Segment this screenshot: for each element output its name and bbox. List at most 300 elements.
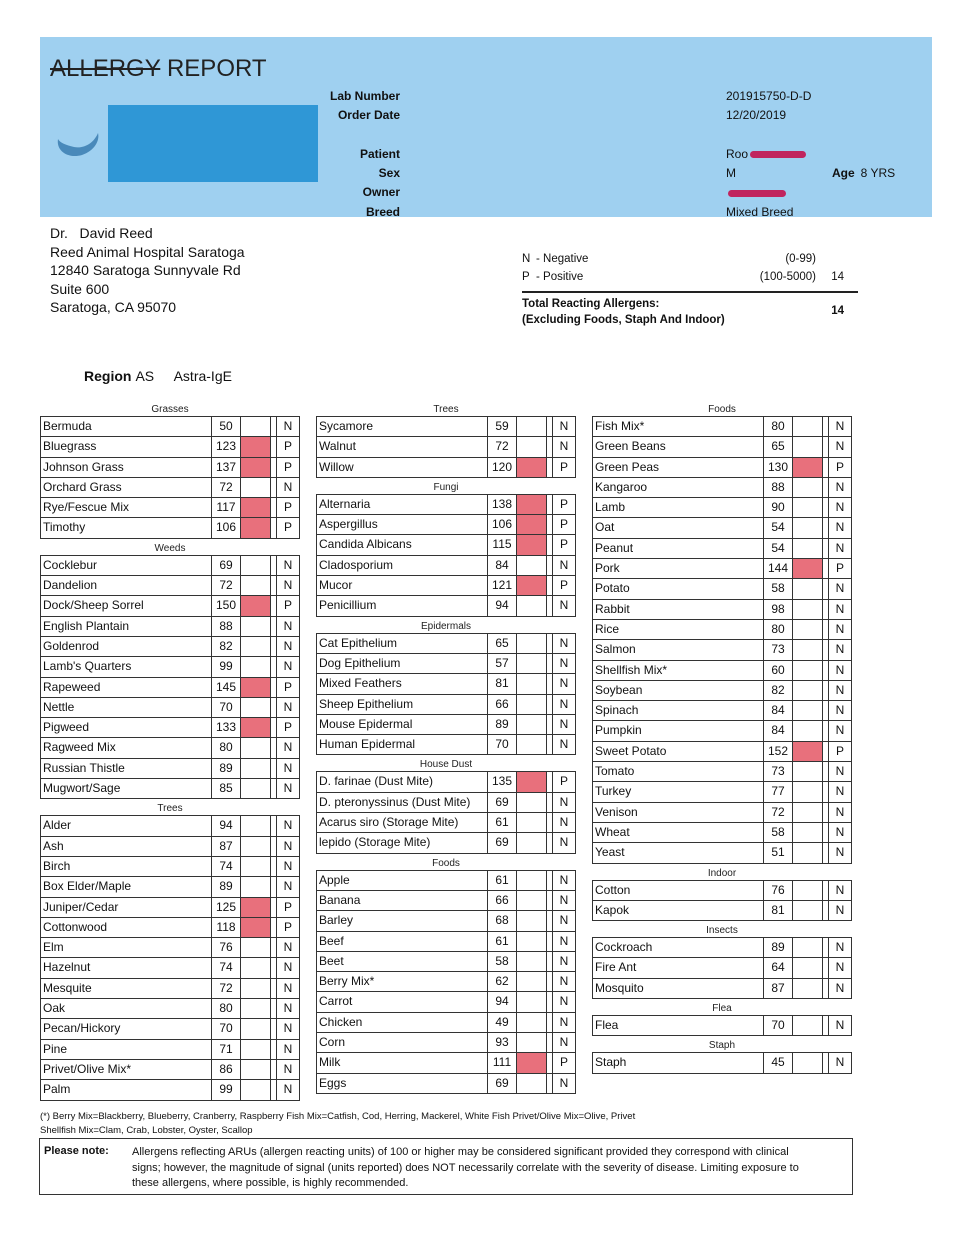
allergen-row	[593, 1016, 851, 1035]
allergen-result: N	[283, 557, 293, 572]
allergen-result: P	[835, 561, 844, 576]
allergen-result: N	[835, 1018, 845, 1033]
positive-flag	[793, 721, 823, 740]
positive-flag	[241, 657, 271, 676]
allergen-row	[41, 478, 299, 498]
allergen-result: N	[559, 1075, 569, 1090]
section-title: Weeds	[154, 542, 186, 554]
allergen-result: N	[559, 815, 569, 830]
allergen-value: 70	[212, 698, 241, 717]
positive-flag	[793, 762, 823, 781]
allergen-value: 72	[212, 576, 241, 595]
allergen-value: 125	[212, 898, 241, 917]
allergen-result: N	[559, 974, 569, 989]
allergen-result: N	[559, 635, 569, 650]
allergen-row	[41, 979, 299, 999]
positive-flag	[793, 823, 823, 842]
allergen-result: N	[559, 794, 569, 809]
section-title: Indoor	[707, 867, 737, 879]
positive-flag	[241, 718, 271, 737]
patient-name: Roo	[726, 145, 806, 164]
allergen-row	[41, 678, 299, 698]
section-title: Foods	[432, 857, 460, 869]
allergen-value: 133	[212, 718, 241, 737]
allergen-value: 69	[212, 556, 241, 575]
allergen-value: 86	[212, 1060, 241, 1079]
allergen-result: P	[559, 774, 568, 789]
allergen-name: Pecan/Hickory	[41, 1019, 212, 1038]
allergen-row	[317, 772, 575, 792]
allergen-name: Apple	[317, 871, 488, 890]
positive-flag	[517, 952, 547, 971]
allergen-value: 145	[212, 678, 241, 697]
allergen-value: 65	[488, 634, 517, 653]
positive-flag	[517, 833, 547, 852]
allergen-name: Milk	[317, 1053, 488, 1072]
allergen-result: N	[835, 581, 845, 596]
allergen-name: Ragweed Mix	[41, 738, 212, 757]
positive-flag	[517, 654, 547, 673]
allergen-result: P	[283, 720, 292, 735]
allergen-row	[317, 1033, 575, 1053]
allergen-name: Palm	[41, 1080, 212, 1099]
allergen-name: Oat	[593, 518, 764, 537]
positive-flag	[241, 898, 271, 917]
positive-flag	[517, 674, 547, 693]
allergen-name: Pork	[593, 559, 764, 578]
positive-flag	[241, 1080, 271, 1099]
allergen-result: N	[835, 500, 845, 515]
allergen-result: N	[283, 479, 293, 494]
allergen-name: Corn	[317, 1033, 488, 1052]
allergen-name: Kapok	[593, 901, 764, 920]
positive-flag	[241, 738, 271, 757]
allergen-row	[593, 681, 851, 701]
allergen-row	[41, 518, 299, 537]
positive-flag	[793, 620, 823, 639]
allergen-name: Elm	[41, 938, 212, 957]
allergen-value: 106	[488, 515, 517, 534]
allergen-row	[317, 735, 575, 754]
section-title: Grasses	[151, 404, 189, 415]
allergen-table	[316, 771, 576, 853]
allergen-row	[593, 1053, 851, 1072]
allergen-row	[317, 515, 575, 535]
total-reacting: Total Reacting Allergens: (Excluding Foods, Staph And Indoor) 14	[522, 298, 844, 326]
positive-flag	[793, 979, 823, 998]
allergen-row	[593, 901, 851, 920]
positive-flag	[241, 556, 271, 575]
allergen-result: N	[283, 699, 293, 714]
allergen-value: 93	[488, 1033, 517, 1052]
positive-flag	[241, 999, 271, 1018]
allergen-name: Lamb	[593, 498, 764, 517]
allergen-value: 137	[212, 458, 241, 477]
positive-flag	[241, 698, 271, 717]
allergen-row	[593, 938, 851, 958]
allergen-value: 84	[764, 701, 793, 720]
allergen-name: Cockroach	[593, 938, 764, 957]
allergen-name: Kangaroo	[593, 478, 764, 497]
positive-flag	[517, 932, 547, 951]
allergen-result: P	[835, 743, 844, 758]
allergen-value: 106	[212, 518, 241, 537]
allergen-row	[41, 857, 299, 877]
allergen-result: N	[559, 835, 569, 850]
positive-flag	[517, 1033, 547, 1052]
allergen-row	[317, 437, 575, 457]
positive-flag	[517, 813, 547, 832]
allergen-result: N	[283, 1001, 293, 1016]
positive-flag	[241, 1019, 271, 1038]
allergen-row	[317, 972, 575, 992]
allergen-name: Box Elder/Maple	[41, 877, 212, 896]
allergen-row	[593, 417, 851, 437]
positive-flag	[517, 556, 547, 575]
allergen-row	[41, 1040, 299, 1060]
allergen-result: N	[835, 764, 845, 779]
allergen-value: 82	[212, 637, 241, 656]
allergen-name: Fish Mix*	[593, 417, 764, 436]
allergen-value: 111	[488, 1053, 517, 1072]
positive-flag	[793, 417, 823, 436]
positive-flag	[793, 681, 823, 700]
allergen-name: Juniper/Cedar	[41, 898, 212, 917]
positive-flag	[517, 1053, 547, 1072]
allergen-value: 51	[764, 843, 793, 862]
allergen-result: N	[559, 419, 569, 433]
allergen-value: 68	[488, 911, 517, 930]
allergen-result: N	[283, 740, 293, 755]
allergen-row	[317, 891, 575, 911]
patient-sex: M	[726, 166, 736, 181]
positive-flag	[517, 1074, 547, 1093]
allergen-result: P	[559, 578, 568, 593]
clinic-logo-icon	[54, 129, 104, 161]
allergen-result: N	[835, 902, 845, 917]
allergen-result: N	[559, 439, 569, 454]
please-note-box: Please note: Allergens reflecting ARUs (allergen reacting units) of 100 or higher may be considered significant provided they correspond with clinical signs; however, the magnitude of signal (units reported) does NOT necessarily correlate with the severity of disease. Limiting exposure to these allergens, where possible, is highly recommended.	[39, 1138, 853, 1195]
allergen-result: N	[835, 960, 845, 975]
allergen-name: Sheep Epithelium	[317, 695, 488, 714]
positive-flag	[793, 843, 823, 862]
allergen-row	[593, 620, 851, 640]
allergen-value: 144	[764, 559, 793, 578]
allergen-name: Barley	[317, 911, 488, 930]
allergen-name: Candida Albicans	[317, 535, 488, 554]
positive-flag	[517, 715, 547, 734]
allergen-value: 54	[764, 518, 793, 537]
positive-flag	[241, 437, 271, 456]
positive-flag	[517, 972, 547, 991]
allergen-name: Carrot	[317, 992, 488, 1011]
allergen-result: N	[835, 520, 845, 535]
allergen-value: 70	[764, 1016, 793, 1035]
allergen-name: Acarus siro (Storage Mite)	[317, 813, 488, 832]
allergen-row	[41, 417, 299, 437]
positive-flag	[793, 559, 823, 578]
allergen-name: Pine	[41, 1040, 212, 1059]
allergen-name: Chicken	[317, 1013, 488, 1032]
allergen-result: N	[559, 598, 569, 613]
positive-flag	[517, 695, 547, 714]
positive-flag	[793, 701, 823, 720]
allergen-result: N	[835, 621, 845, 636]
positive-flag	[793, 782, 823, 801]
allergen-value: 138	[488, 495, 517, 514]
allergen-result: N	[835, 845, 845, 860]
allergen-value: 150	[212, 596, 241, 615]
allergen-value: 118	[212, 918, 241, 937]
positive-flag	[241, 478, 271, 497]
allergen-name: Lamb's Quarters	[41, 657, 212, 676]
allergen-value: 72	[488, 437, 517, 456]
allergen-row	[41, 779, 299, 798]
report-title: ALLERGY REPORT	[50, 55, 267, 82]
allergen-name: Mugwort/Sage	[41, 779, 212, 798]
positive-flag	[241, 779, 271, 798]
allergen-row	[317, 1074, 575, 1093]
allergen-name: Dog Epithelium	[317, 654, 488, 673]
allergen-row	[41, 617, 299, 637]
allergen-value: 71	[212, 1040, 241, 1059]
allergen-row	[317, 417, 575, 437]
allergen-result: N	[835, 682, 845, 697]
allergen-result: P	[283, 459, 292, 474]
owner-name	[726, 183, 786, 202]
allergen-result: N	[559, 892, 569, 907]
allergen-row	[41, 837, 299, 857]
allergen-name: Banana	[317, 891, 488, 910]
allergen-result: N	[283, 1082, 293, 1097]
section-title: Fungi	[433, 481, 459, 493]
positive-flag	[241, 1060, 271, 1079]
allergen-name: Spinach	[593, 701, 764, 720]
allergen-row	[317, 458, 575, 477]
allergen-name: Berry Mix*	[317, 972, 488, 991]
redacted-block	[108, 105, 318, 182]
positive-flag	[793, 458, 823, 477]
allergen-row	[593, 579, 851, 599]
allergen-name: Mouse Epidermal	[317, 715, 488, 734]
allergen-result: N	[835, 642, 845, 657]
allergen-row	[317, 556, 575, 576]
positive-flag	[793, 640, 823, 659]
allergen-name: Wheat	[593, 823, 764, 842]
allergen-name: Shellfish Mix*	[593, 661, 764, 680]
allergen-name: Oak	[41, 999, 212, 1018]
allergen-name: Aspergillus	[317, 515, 488, 534]
allergen-name: Orchard Grass	[41, 478, 212, 497]
allergen-name: Bluegrass	[41, 437, 212, 456]
allergen-value: 60	[764, 661, 793, 680]
allergen-row	[41, 1019, 299, 1039]
allergen-name: Cladosporium	[317, 556, 488, 575]
allergen-row	[41, 576, 299, 596]
allergen-result: N	[283, 1041, 293, 1056]
allergen-row	[41, 999, 299, 1019]
allergen-name: Venison	[593, 803, 764, 822]
positive-flag	[241, 678, 271, 697]
allergen-row	[593, 498, 851, 518]
allergen-name: Russian Thistle	[41, 759, 212, 778]
allergen-value: 80	[764, 417, 793, 436]
positive-flag	[517, 793, 547, 812]
positive-flag	[241, 617, 271, 636]
section-title: Insects	[706, 925, 738, 937]
allergen-result: N	[559, 655, 569, 670]
allergen-name: Fire Ant	[593, 958, 764, 977]
positive-flag	[517, 871, 547, 890]
allergen-row	[593, 478, 851, 498]
allergen-result: N	[835, 1055, 845, 1070]
positive-flag	[241, 498, 271, 517]
allergen-row	[593, 437, 851, 457]
allergen-value: 87	[212, 837, 241, 856]
positive-flag	[241, 637, 271, 656]
allergen-name: Cocklebur	[41, 556, 212, 575]
allergen-table	[40, 416, 300, 539]
allergen-row	[317, 1013, 575, 1033]
allergen-value: 81	[488, 674, 517, 693]
allergen-result: P	[559, 537, 568, 552]
allergen-result: N	[283, 940, 293, 955]
allergen-row	[41, 718, 299, 738]
allergen-result: N	[283, 1061, 293, 1076]
allergen-row	[317, 932, 575, 952]
positive-flag	[517, 437, 547, 456]
allergen-row	[41, 958, 299, 978]
results-column-3	[592, 400, 852, 1074]
section-title: Foods	[708, 404, 736, 415]
allergen-result: N	[559, 696, 569, 711]
allergen-name: Mucor	[317, 576, 488, 595]
allergen-name: Dandelion	[41, 576, 212, 595]
positive-flag	[517, 458, 547, 477]
positive-flag	[241, 816, 271, 835]
allergen-row	[593, 782, 851, 802]
allergen-result: P	[835, 459, 844, 474]
allergen-row	[41, 877, 299, 897]
allergen-value: 72	[212, 979, 241, 998]
allergen-result: N	[283, 838, 293, 853]
allergen-row	[593, 958, 851, 978]
positive-flag	[793, 498, 823, 517]
allergen-name: Rice	[593, 620, 764, 639]
allergen-result: N	[835, 980, 845, 995]
allergen-table	[592, 937, 852, 999]
allergen-value: 80	[212, 738, 241, 757]
allergen-table	[592, 416, 852, 864]
allergen-row	[41, 596, 299, 616]
allergen-name: Salmon	[593, 640, 764, 659]
positive-flag	[793, 539, 823, 558]
allergen-result: N	[559, 557, 569, 572]
allergen-row	[317, 1053, 575, 1073]
allergen-row	[593, 803, 851, 823]
allergen-row	[317, 715, 575, 735]
allergen-value: 61	[488, 932, 517, 951]
positive-flag	[793, 1016, 823, 1035]
patient-breed: Mixed Breed	[726, 204, 794, 219]
allergen-value: 94	[488, 596, 517, 615]
allergen-result: N	[559, 913, 569, 928]
positive-flag	[793, 437, 823, 456]
allergen-result: N	[835, 882, 845, 897]
allergen-result: P	[283, 919, 292, 934]
allergen-value: 70	[488, 735, 517, 754]
positive-flag	[517, 772, 547, 791]
positive-flag	[793, 579, 823, 598]
allergen-value: 84	[764, 721, 793, 740]
allergen-name: Staph	[593, 1053, 764, 1072]
positive-flag	[517, 735, 547, 754]
allergen-name: Goldenrod	[41, 637, 212, 656]
allergen-value: 59	[488, 417, 517, 436]
report-header: ALLERGY REPORT Lab Number 201915750-D-D Order Date 12/20/2019 Patient Roo Sex M Age 8 YRS Owner Breed Mixed Breed	[40, 37, 932, 217]
allergen-name: Birch	[41, 857, 212, 876]
allergen-value: 54	[764, 539, 793, 558]
allergen-result: N	[835, 662, 845, 677]
allergen-name: Alder	[41, 816, 212, 835]
result-legend: N - Negative (0-99) P - Positive (100-5000) 14 Total Reacting Allergens: (Excluding Foods, Staph And Indoor) 14	[522, 253, 858, 328]
positive-flag	[241, 979, 271, 998]
positive-flag	[241, 938, 271, 957]
allergen-value: 99	[212, 1080, 241, 1099]
allergen-value: 98	[764, 600, 793, 619]
allergen-value: 58	[488, 952, 517, 971]
allergen-row	[593, 762, 851, 782]
positive-flag	[241, 759, 271, 778]
positive-flag	[793, 938, 823, 957]
allergen-row	[593, 881, 851, 901]
positive-flag	[793, 803, 823, 822]
positive-flag	[517, 891, 547, 910]
allergen-value: 117	[212, 498, 241, 517]
allergen-result: N	[559, 716, 569, 731]
allergen-value: 89	[212, 759, 241, 778]
allergen-result: N	[283, 960, 293, 975]
allergen-value: 58	[764, 823, 793, 842]
allergen-result: N	[559, 676, 569, 691]
positive-flag	[241, 877, 271, 896]
positive-flag	[793, 518, 823, 537]
allergen-row	[593, 539, 851, 559]
allergen-name: Willow	[317, 458, 488, 477]
allergen-result: P	[283, 439, 292, 454]
allergen-row	[317, 911, 575, 931]
order-date: 12/20/2019	[726, 108, 787, 123]
allergen-value: 80	[764, 620, 793, 639]
allergen-result: N	[283, 419, 293, 433]
allergen-row	[593, 742, 851, 762]
allergen-value: 72	[764, 803, 793, 822]
allergen-name: Human Epidermal	[317, 735, 488, 754]
allergen-row	[593, 600, 851, 620]
allergen-result: N	[835, 703, 845, 718]
allergen-name: Timothy	[41, 518, 212, 537]
positive-flag	[517, 495, 547, 514]
allergen-value: 74	[212, 857, 241, 876]
allergen-value: 152	[764, 742, 793, 761]
allergen-row	[593, 640, 851, 660]
allergen-value: 70	[212, 1019, 241, 1038]
allergen-result: N	[283, 578, 293, 593]
allergen-table	[316, 633, 576, 756]
allergen-name: Privet/Olive Mix*	[41, 1060, 212, 1079]
section-title: House Dust	[419, 759, 473, 771]
allergen-row	[41, 556, 299, 576]
